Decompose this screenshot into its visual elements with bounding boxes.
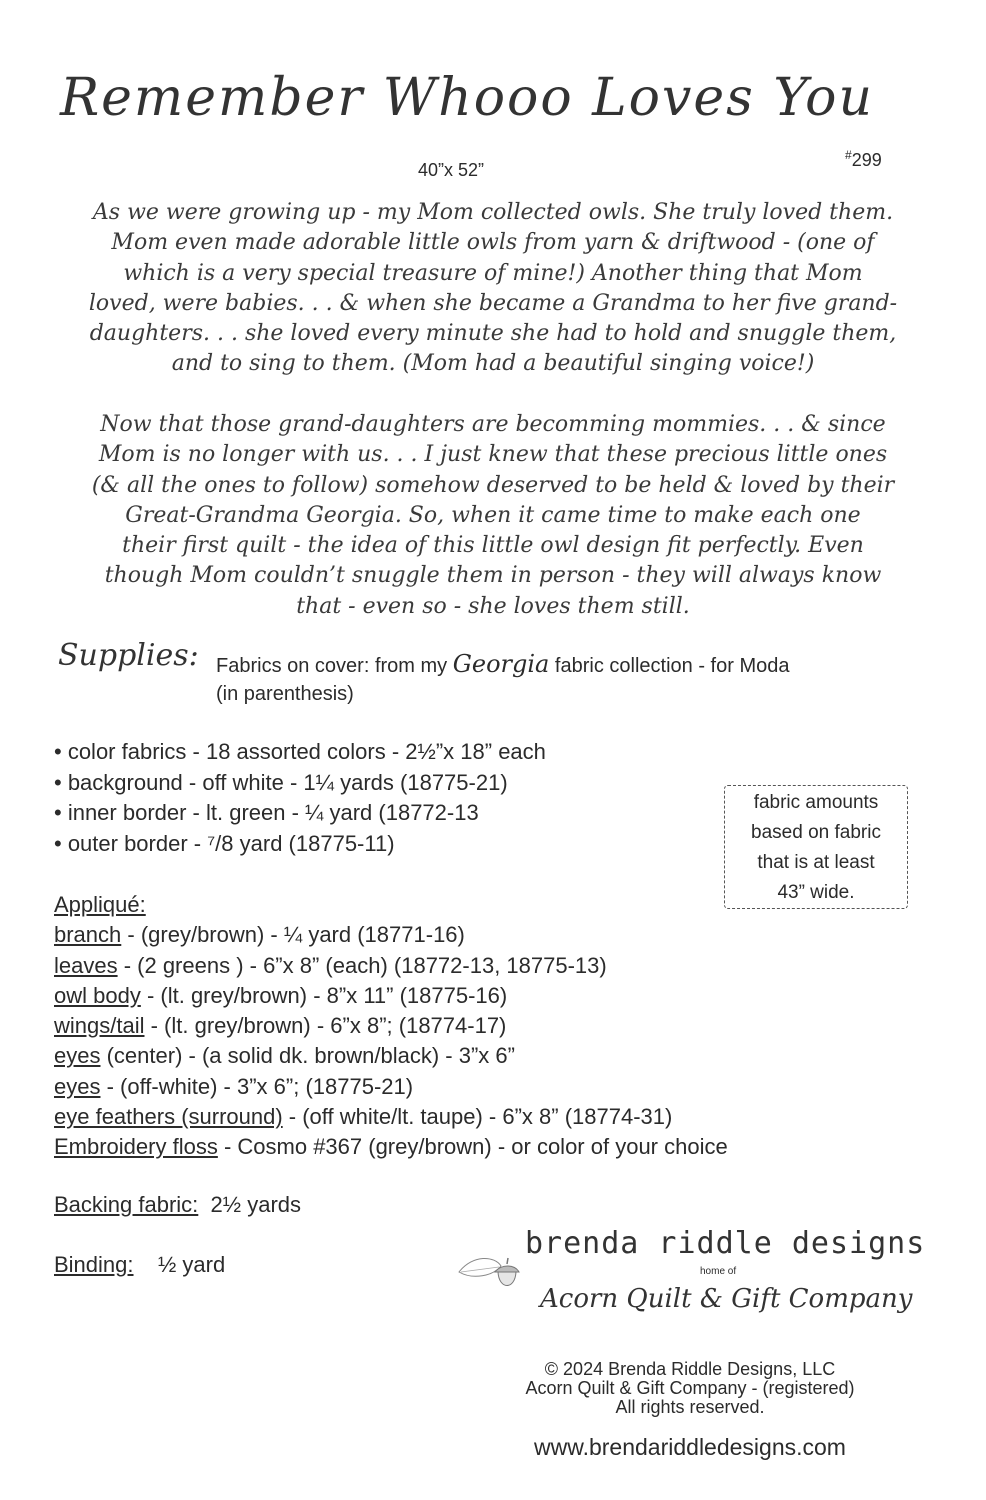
supplies-heading: Supplies: — [58, 638, 199, 673]
applique-item-name: wings/tail — [54, 1013, 145, 1039]
list-item — [54, 1041, 728, 1071]
story-line: which is a very special treasure of mine!) Another thing that Mom — [123, 260, 863, 286]
list-item: • outer border - ⁷/8 yard (18775-11) — [54, 830, 395, 856]
supplies-intro-after: fabric collection - for Moda — [549, 655, 790, 677]
story-line: Mom is no longer with us. . . I just knew that these precious little ones — [98, 442, 888, 468]
pattern-number-hash: # — [845, 148, 852, 162]
applique-item-name: owl body — [54, 982, 141, 1008]
note-line: 43” wide. — [777, 882, 855, 903]
story-line: Great-Grandma Georgia. So, when it came time to make each one — [125, 502, 861, 528]
applique-item-detail: - (2 greens ) - 6”x 8” (each) (18772-13, 18775-13) — [117, 952, 607, 978]
backing-label: Backing fabric: — [54, 1192, 199, 1217]
pattern-number — [845, 148, 882, 171]
story-line: that - even so - she loves them still. — [296, 593, 690, 619]
story-paragraph-2 — [60, 410, 926, 622]
story-line: though Mom couldn’t snuggle them in person - they will always know — [104, 563, 882, 589]
logo-home-of: home of — [700, 1266, 737, 1277]
pattern-title: Remember Whooo Loves You — [60, 68, 874, 128]
list-item — [54, 1132, 728, 1162]
fabric-note-box — [724, 785, 908, 909]
list-item — [54, 1102, 728, 1132]
copyright-block — [440, 1360, 940, 1417]
applique-item-detail: - (off-white) - 3”x 6”; (18775-21) — [100, 1073, 414, 1099]
quilt-size: 40”x 52” — [418, 160, 485, 180]
list-item: • color fabrics - 18 assorted colors - 2½”x 18” each — [54, 739, 546, 764]
story-line: (& all the ones to follow) somehow deserved to be held & loved by their — [91, 472, 895, 498]
applique-item-detail: - Cosmo #367 (grey/brown) - or color of your choice — [217, 1134, 728, 1160]
note-line: fabric amounts — [753, 792, 879, 813]
website-link[interactable]: www.brendariddledesigns.com — [534, 1434, 846, 1460]
story-line: their first quilt - the idea of this little owl design fit perfectly. Even — [122, 533, 864, 559]
binding — [54, 1252, 225, 1278]
applique-item-detail: - (lt. grey/brown) - 8”x 11” (18775-16) — [140, 982, 508, 1008]
list-item — [54, 951, 728, 981]
collection-brand: Georgia — [452, 650, 550, 678]
story-line: daughters. . . she loved every minute she had to hold and snuggle them, — [89, 321, 897, 347]
applique-item-name: eyes — [54, 1043, 101, 1069]
fabric-list — [54, 737, 546, 859]
applique-item-name: branch — [54, 922, 122, 948]
applique-item-name: leaves — [54, 952, 118, 978]
applique-item-detail: - (off white/lt. taupe) - 6”x 8” (18774-31) — [282, 1104, 673, 1130]
supplies-intro-before: Fabrics on cover: from my — [216, 655, 453, 677]
list-item — [54, 920, 728, 950]
binding-label: Binding: — [54, 1252, 134, 1277]
story-line: loved, were babies. . . & when she became a Grandma to her five grand- — [88, 290, 898, 316]
applique-item-detail: - (grey/brown) - ¼ yard (18771-16) — [121, 922, 465, 948]
applique-item-detail: - (lt. grey/brown) - 6”x 8”; (18774-17) — [144, 1013, 507, 1039]
binding-value: ½ yard — [157, 1252, 226, 1277]
rights-line: All rights reserved. — [615, 1397, 765, 1417]
list-item: • inner border - lt. green - ¼ yard (18772-13 — [54, 800, 479, 825]
story-line: Mom even made adorable little owls from yarn & driftwood - (one of — [111, 230, 875, 256]
list-item — [54, 1011, 728, 1041]
backing-fabric — [54, 1192, 301, 1218]
logo-acorn-quilt: Acorn Quilt & Gift Company — [540, 1284, 913, 1314]
applique-item-detail: (center) - (a solid dk. brown/black) - 3”x 6” — [100, 1043, 515, 1069]
applique-heading: Appliqué: — [54, 892, 146, 917]
story-paragraph-1 — [60, 198, 926, 380]
note-line: based on fabric — [751, 822, 881, 843]
registered-line: Acorn Quilt & Gift Company - (registered) — [525, 1378, 855, 1398]
list-item — [54, 1072, 728, 1102]
supplies-intro — [216, 650, 936, 708]
supplies-intro-line2: (in parenthesis) — [216, 683, 354, 705]
story-line: and to sing to them. (Mom had a beautiful singing voice!) — [171, 351, 815, 377]
story-line: As we were growing up - my Mom collected owls. She truly loved them. — [92, 200, 894, 225]
copyright-line: © 2024 Brenda Riddle Designs, LLC — [544, 1359, 836, 1379]
applique-item-name: eyes — [54, 1073, 101, 1099]
acorn-icon — [455, 1242, 535, 1302]
applique-section — [54, 890, 728, 1163]
list-item — [54, 981, 728, 1011]
applique-item-name: eye feathers (surround) — [54, 1104, 283, 1130]
note-line: that is at least — [757, 852, 875, 873]
backing-value: 2½ yards — [210, 1192, 302, 1217]
logo-brenda-riddle-designs: brenda riddle designs — [525, 1226, 926, 1261]
applique-item-name: Embroidery floss — [54, 1134, 218, 1160]
list-item: • background - off white - 1¼ yards (18775-21) — [54, 769, 508, 795]
pattern-number-value: 299 — [851, 150, 882, 170]
story-line: Now that those grand-daughters are becomming mommies. . . & since — [100, 412, 886, 437]
